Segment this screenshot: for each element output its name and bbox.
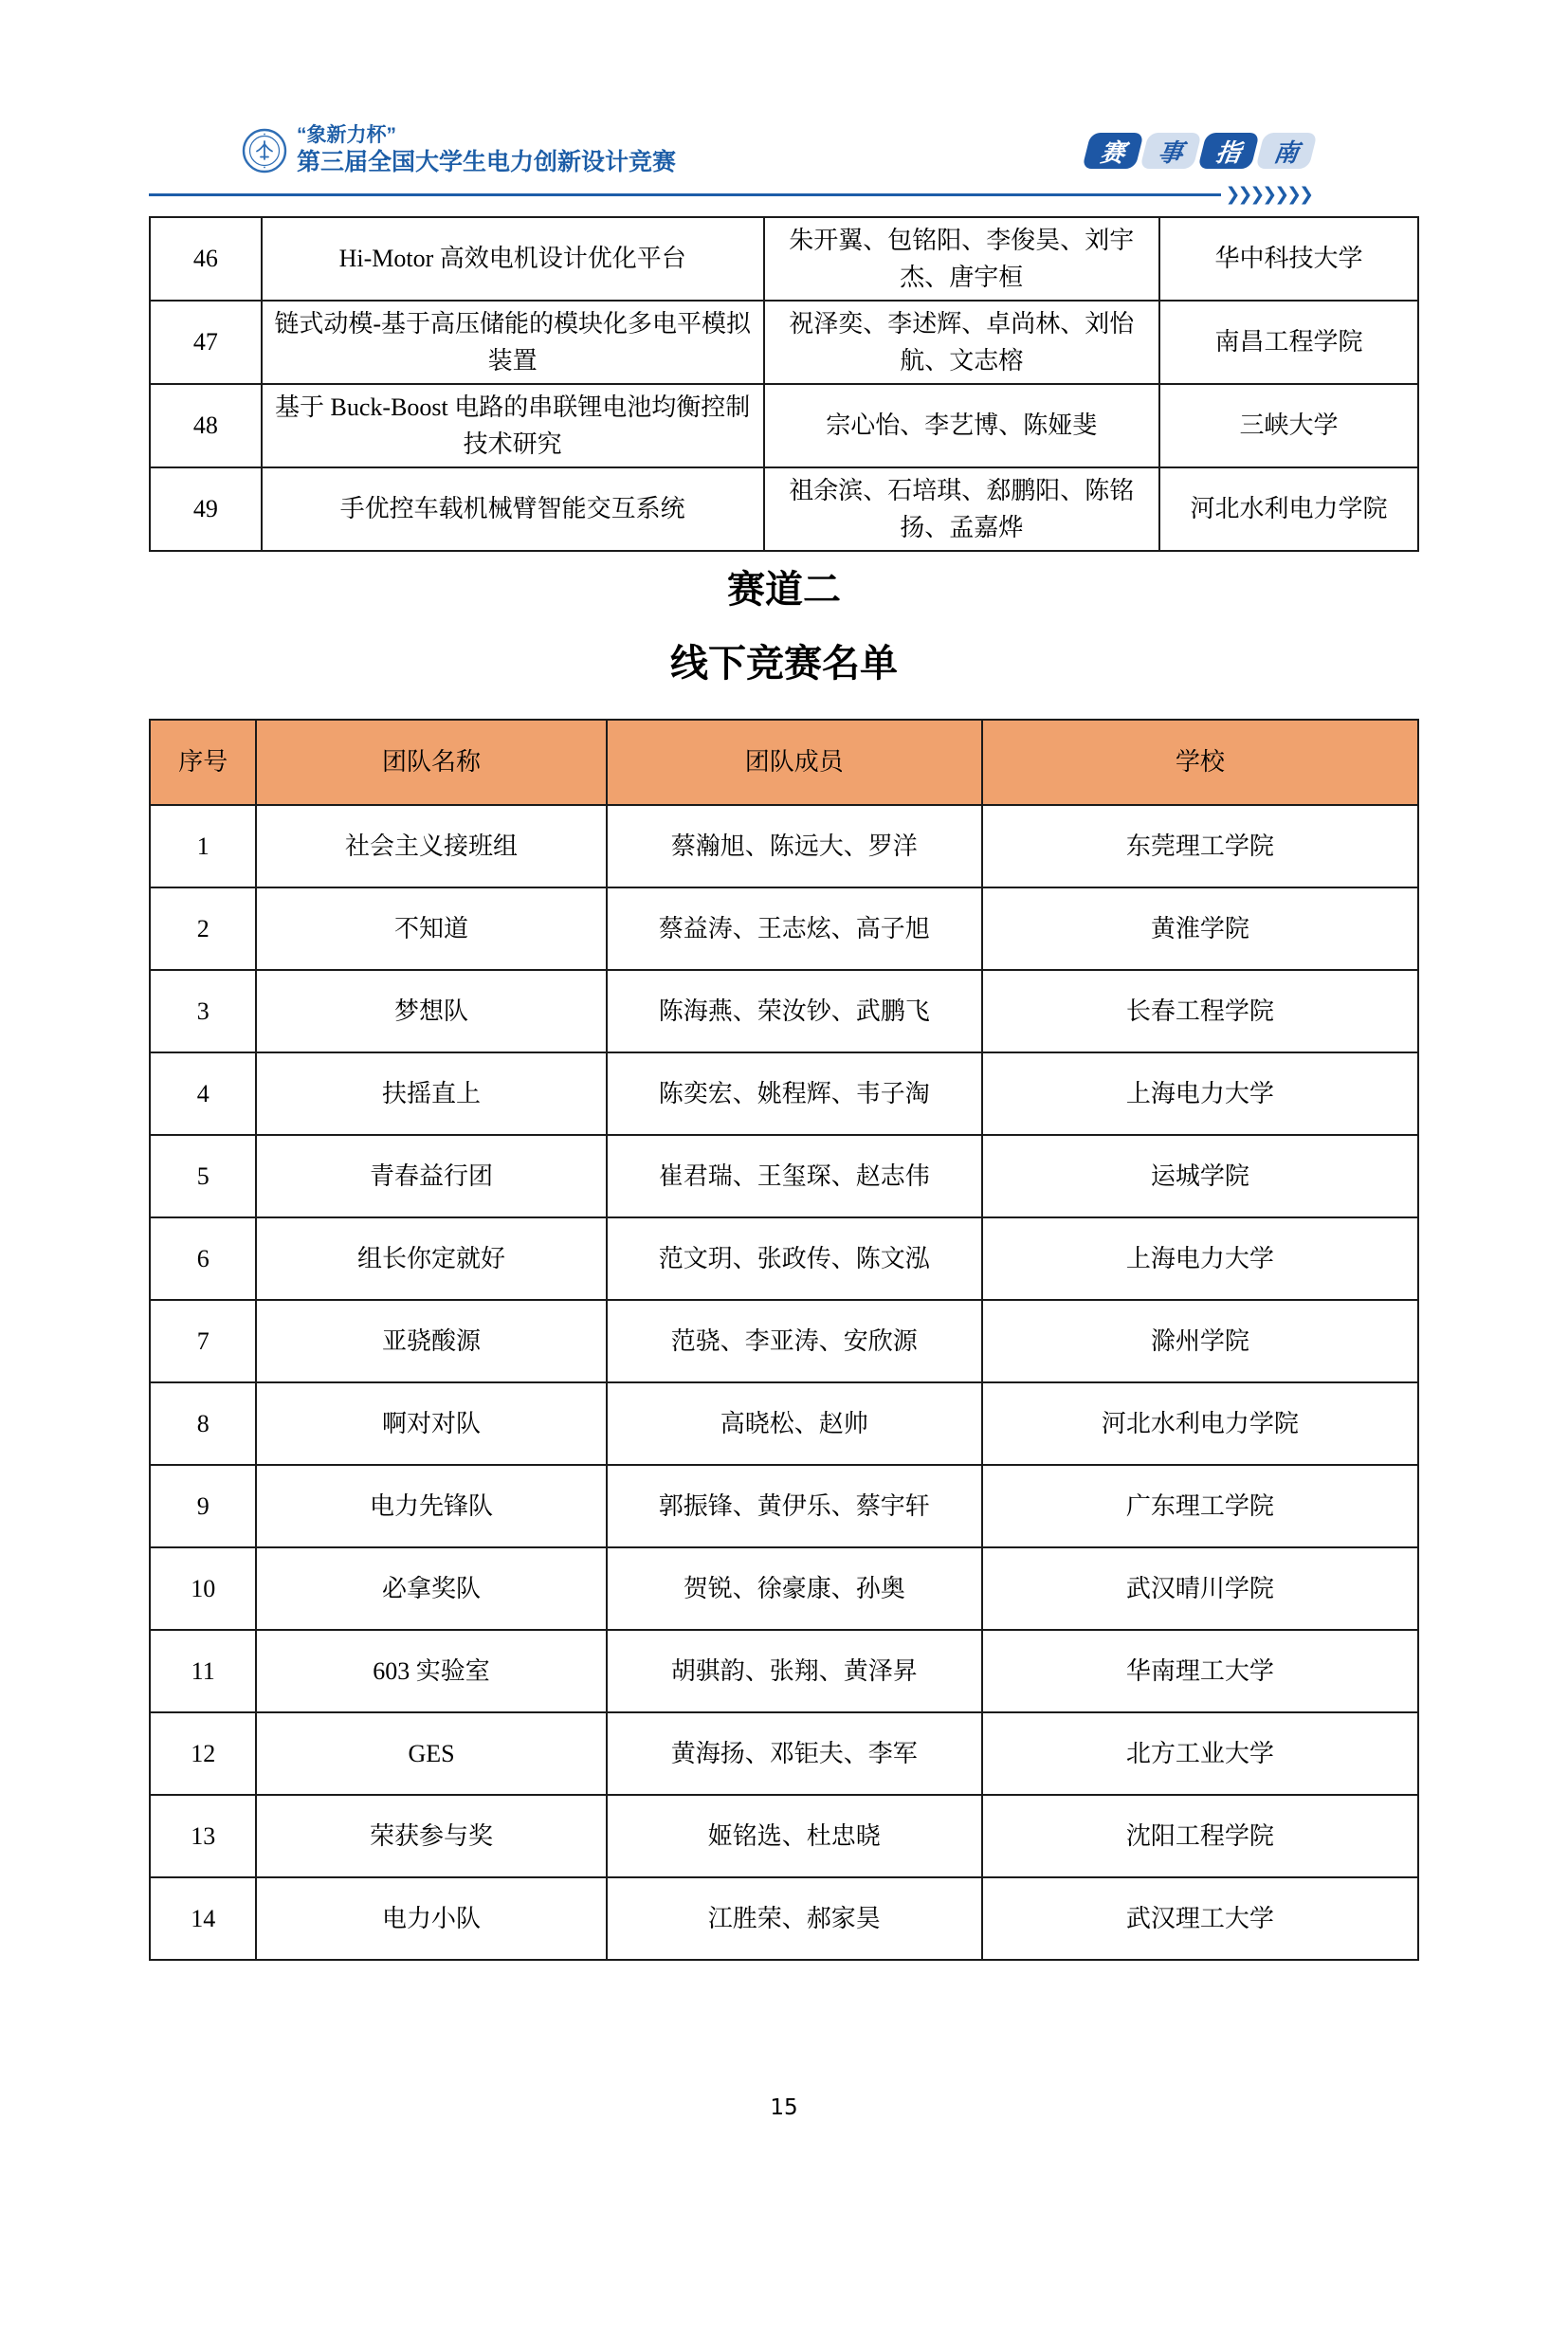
badge-tile-4 <box>1255 133 1317 169</box>
page-footer <box>149 2095 1419 2120</box>
cell-team: 603 实验室 <box>256 1630 606 1712</box>
cell-school: 武汉晴川学院 <box>982 1547 1418 1630</box>
cell-members: 范骁、李亚涛、安欣源 <box>607 1300 982 1382</box>
cell-project: Hi-Motor 高效电机设计优化平台 <box>262 217 764 301</box>
cell-members: 黄海扬、邓钜夫、李军 <box>607 1712 982 1795</box>
cell-members: 朱开翼、包铭阳、李俊昊、刘宇杰、唐宇桓 <box>764 217 1159 301</box>
cell-school: 武汉理工大学 <box>982 1877 1418 1960</box>
cell-members: 郭振锋、黄伊乐、蔡宇轩 <box>607 1465 982 1547</box>
cell-school: 河北水利电力学院 <box>982 1382 1418 1465</box>
cell-team: 荣获参与奖 <box>256 1795 606 1877</box>
track2-table <box>149 719 1419 1961</box>
cell-no: 9 <box>150 1465 256 1547</box>
table-row <box>150 1712 1418 1795</box>
table-row <box>150 805 1418 887</box>
cell-members: 贺锐、徐豪康、孙奥 <box>607 1547 982 1630</box>
table-row <box>150 1877 1418 1960</box>
cell-members: 范文玥、张政传、陈文泓 <box>607 1217 982 1300</box>
cell-members: 陈海燕、荣汝钞、武鹏飞 <box>607 970 982 1052</box>
cell-no: 49 <box>150 467 262 551</box>
cell-team: 不知道 <box>256 887 606 970</box>
section-title: 赛道二 <box>727 567 841 611</box>
logo-seal-icon <box>242 128 287 174</box>
table-row <box>150 970 1418 1052</box>
table-row <box>150 1547 1418 1630</box>
table-row <box>150 1630 1418 1712</box>
cell-school: 南昌工程学院 <box>1159 301 1418 384</box>
cell-school: 河北水利电力学院 <box>1159 467 1418 551</box>
column-header-no: 序号 <box>150 720 256 805</box>
cell-members: 江胜荣、郝家昊 <box>607 1877 982 1960</box>
table-row <box>150 1382 1418 1465</box>
page-header <box>149 123 1419 178</box>
cell-school: 东莞理工学院 <box>982 805 1418 887</box>
cell-school: 黄淮学院 <box>982 887 1418 970</box>
cell-members: 胡骐韵、张翔、黄泽昇 <box>607 1630 982 1712</box>
cell-no: 46 <box>150 217 262 301</box>
table-row <box>150 1465 1418 1547</box>
badge-tile-label: 南 <box>1271 137 1301 167</box>
cell-no: 4 <box>150 1052 256 1135</box>
column-header-school: 学校 <box>982 720 1418 805</box>
cell-no: 13 <box>150 1795 256 1877</box>
cell-school: 滁州学院 <box>982 1300 1418 1382</box>
cell-members: 宗心怡、李艺博、陈娅斐 <box>764 384 1159 467</box>
cell-no: 10 <box>150 1547 256 1630</box>
cell-school: 华南理工大学 <box>982 1630 1418 1712</box>
brand-title-cup: “象新力杯” <box>297 124 396 146</box>
cell-no: 14 <box>150 1877 256 1960</box>
cell-school: 北方工业大学 <box>982 1712 1418 1795</box>
brand-titles <box>297 123 676 178</box>
cell-project: 基于 Buck-Boost 电路的串联锂电池均衡控制技术研究 <box>262 384 764 467</box>
cell-no: 1 <box>150 805 256 887</box>
badge-tile-2 <box>1140 133 1201 169</box>
column-header-members: 团队成员 <box>607 720 982 805</box>
cell-no: 6 <box>150 1217 256 1300</box>
cell-members: 祖余滨、石培琪、郄鹏阳、陈铭扬、孟嘉烨 <box>764 467 1159 551</box>
cell-no: 5 <box>150 1135 256 1217</box>
chevrons-icon: ❯❯❯❯❯❯❯ <box>1225 183 1311 205</box>
cell-project: 手优控车载机械臂智能交互系统 <box>262 467 764 551</box>
cell-members: 祝泽奕、李述辉、卓尚林、刘怡航、文志榕 <box>764 301 1159 384</box>
cell-members: 崔君瑞、王玺琛、赵志伟 <box>607 1135 982 1217</box>
page <box>149 123 1419 2120</box>
cell-school: 广东理工学院 <box>982 1465 1418 1547</box>
cell-team: 电力先锋队 <box>256 1465 606 1547</box>
table-row <box>150 467 1418 551</box>
cell-no: 7 <box>150 1300 256 1382</box>
cell-team: 梦想队 <box>256 970 606 1052</box>
cell-school: 长春工程学院 <box>982 970 1418 1052</box>
column-header-team: 团队名称 <box>256 720 606 805</box>
cell-no: 12 <box>150 1712 256 1795</box>
cell-team: 亚骁酸源 <box>256 1300 606 1382</box>
table-row <box>150 1300 1418 1382</box>
table-row <box>150 887 1418 970</box>
guide-badge <box>1086 133 1313 169</box>
table-row <box>150 1795 1418 1877</box>
cell-no: 3 <box>150 970 256 1052</box>
cell-members: 蔡益涛、王志炫、高子旭 <box>607 887 982 970</box>
cell-no: 11 <box>150 1630 256 1712</box>
cell-team: 啊对对队 <box>256 1382 606 1465</box>
table-row <box>150 301 1418 384</box>
badge-tile-1 <box>1082 133 1143 169</box>
cell-members: 高晓松、赵帅 <box>607 1382 982 1465</box>
cell-members: 陈奕宏、姚程辉、韦子淘 <box>607 1052 982 1135</box>
brand-title-competition: 第三届全国大学生电力创新设计竞赛 <box>297 149 677 176</box>
cell-school: 三峡大学 <box>1159 384 1418 467</box>
cell-no: 47 <box>150 301 262 384</box>
page-number: 15 <box>770 2094 798 2120</box>
cell-members: 蔡瀚旭、陈远大、罗洋 <box>607 805 982 887</box>
cell-school: 沈阳工程学院 <box>982 1795 1418 1877</box>
cell-school: 上海电力大学 <box>982 1052 1418 1135</box>
cell-no: 8 <box>150 1382 256 1465</box>
table-row <box>150 1217 1418 1300</box>
cell-team: 青春益行团 <box>256 1135 606 1217</box>
cell-no: 2 <box>150 887 256 970</box>
badge-tile-label: 事 <box>1156 137 1185 167</box>
cell-school: 华中科技大学 <box>1159 217 1418 301</box>
section-subtitle: 线下竞赛名单 <box>670 641 898 685</box>
table-header-row <box>150 720 1418 805</box>
table-row <box>150 1135 1418 1217</box>
cell-team: 扶摇直上 <box>256 1052 606 1135</box>
cell-members: 姬铭选、杜忠晓 <box>607 1795 982 1877</box>
cell-school: 运城学院 <box>982 1135 1418 1217</box>
brand <box>242 123 676 178</box>
cell-school: 上海电力大学 <box>982 1217 1418 1300</box>
cell-team: GES <box>256 1712 606 1795</box>
cell-no: 48 <box>150 384 262 467</box>
cell-team: 社会主义接班组 <box>256 805 606 887</box>
table-row <box>150 1052 1418 1135</box>
badge-tile-label: 指 <box>1213 137 1243 167</box>
badge-tile-label: 赛 <box>1098 137 1127 167</box>
cell-team: 必拿奖队 <box>256 1547 606 1630</box>
cell-team: 组长你定就好 <box>256 1217 606 1300</box>
cell-team: 电力小队 <box>256 1877 606 1960</box>
table-row <box>150 384 1418 467</box>
track1-table <box>149 216 1419 552</box>
table-row <box>150 217 1418 301</box>
cell-project: 链式动模-基于高压储能的模块化多电平模拟装置 <box>262 301 764 384</box>
header-rule <box>149 183 1419 205</box>
badge-tile-3 <box>1197 133 1259 169</box>
header-rule-line <box>149 193 1221 196</box>
